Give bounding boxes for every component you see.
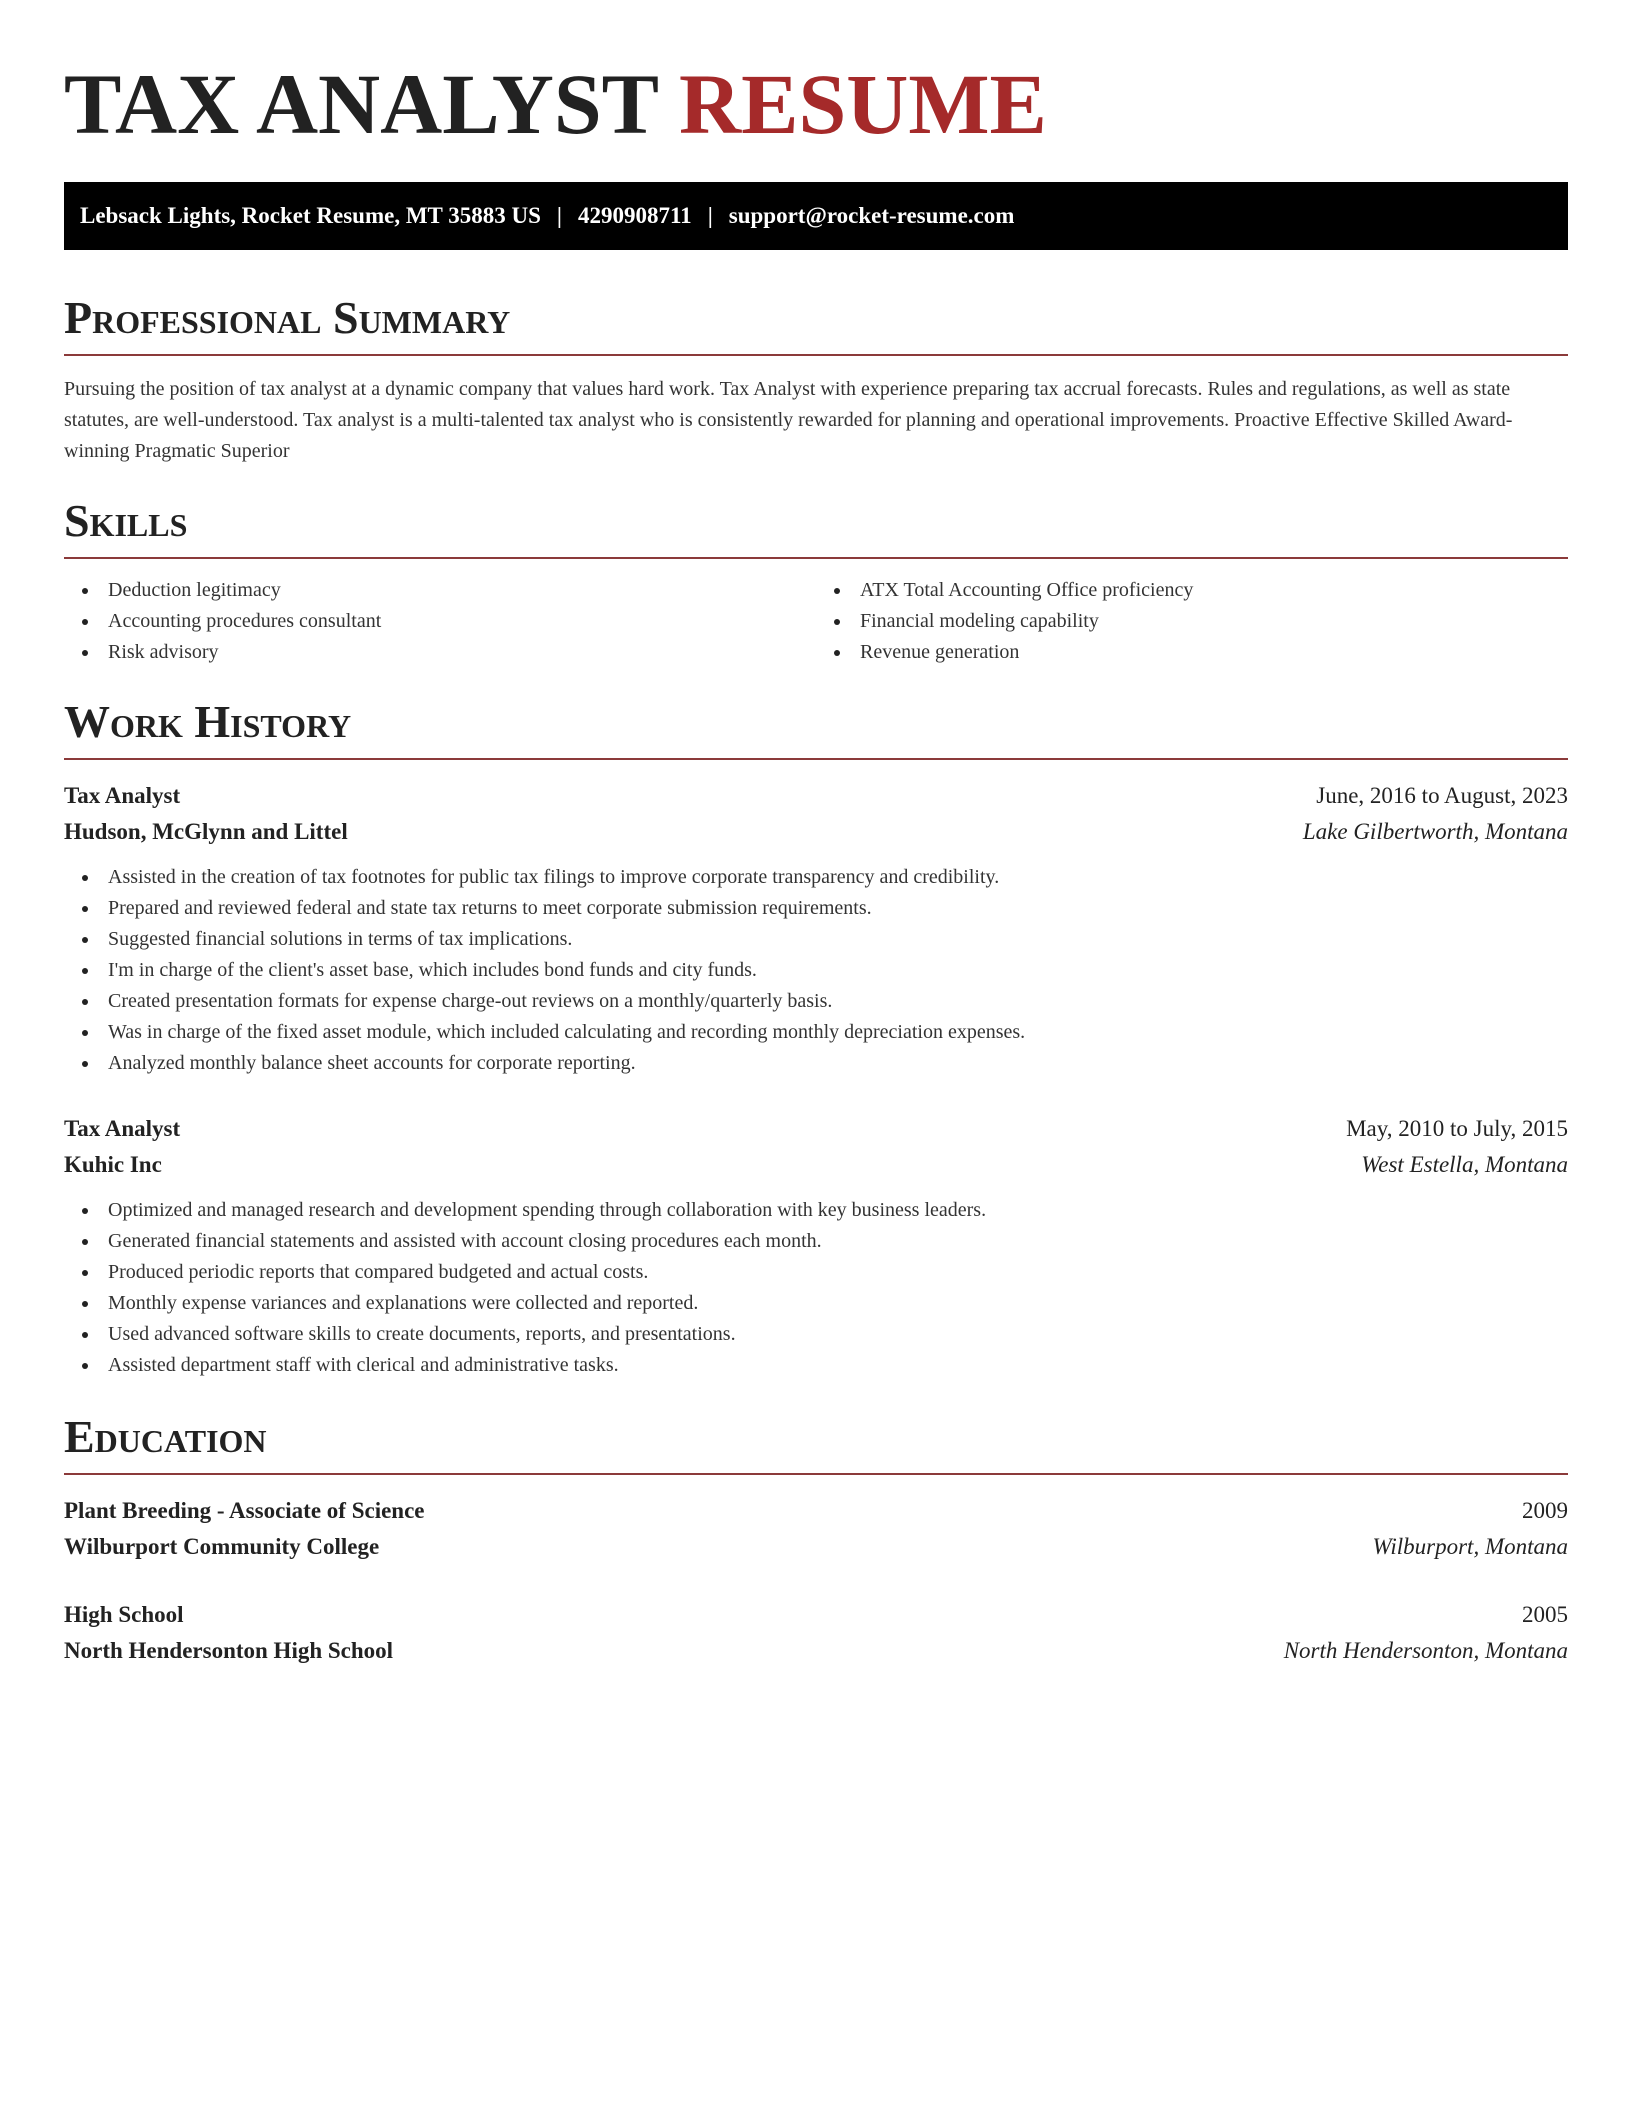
education-entry bbox=[64, 1493, 1568, 1565]
job-company: Kuhic Inc bbox=[64, 1152, 162, 1177]
job-duty-item: Analyzed monthly balance sheet accounts for corporate reporting. bbox=[64, 1048, 1568, 1079]
contact-bar bbox=[64, 182, 1568, 250]
contact-separator: | bbox=[707, 203, 713, 228]
education-degree: Plant Breeding - Associate of Science bbox=[64, 1498, 425, 1523]
section-divider bbox=[64, 557, 1568, 559]
skill-item: Deduction legitimacy bbox=[64, 575, 816, 606]
education-school: North Hendersonton High School bbox=[64, 1638, 394, 1663]
job-title: Tax Analyst bbox=[64, 1116, 181, 1141]
job-dates: June, 2016 to August, 2023 bbox=[1316, 783, 1568, 808]
section-divider bbox=[64, 354, 1568, 356]
education-degree-row bbox=[64, 1493, 1568, 1529]
title-job-part: TAX ANALYST bbox=[64, 56, 658, 152]
work-history-heading: Work History bbox=[64, 696, 352, 747]
job-duty-item: Produced periodic reports that compared budgeted and actual costs. bbox=[64, 1257, 1568, 1288]
job-duty-item: Prepared and reviewed federal and state tax returns to meet corporate submission requirements. bbox=[64, 893, 1568, 924]
job-duty-item: Optimized and managed research and development spending through collaboration with key business leaders. bbox=[64, 1195, 1568, 1226]
education-year: 2005 bbox=[1522, 1602, 1568, 1627]
job-entry bbox=[64, 1111, 1568, 1381]
education-school-row bbox=[64, 1529, 1568, 1565]
skill-item: Revenue generation bbox=[816, 637, 1568, 668]
skill-item: Financial modeling capability bbox=[816, 606, 1568, 637]
job-duty-item: Was in charge of the fixed asset module, which included calculating and recording monthly depreciation expenses. bbox=[64, 1017, 1568, 1048]
education-location: North Hendersonton, Montana bbox=[1283, 1638, 1568, 1663]
contact-email: support@rocket-resume.com bbox=[728, 203, 1015, 228]
education-school: Wilburport Community College bbox=[64, 1534, 380, 1559]
education-section bbox=[64, 1411, 1568, 1669]
contact-address: Lebsack Lights, Rocket Resume, MT 35883 US bbox=[80, 203, 541, 228]
job-company-row bbox=[64, 1147, 1568, 1183]
job-company: Hudson, McGlynn and Littel bbox=[64, 819, 348, 844]
job-dates: May, 2010 to July, 2015 bbox=[1346, 1116, 1568, 1141]
job-duty-item: Created presentation formats for expense charge-out reviews on a monthly/quarterly basis. bbox=[64, 986, 1568, 1017]
resume-title bbox=[64, 56, 1568, 152]
education-degree: High School bbox=[64, 1602, 184, 1627]
job-company-row bbox=[64, 814, 1568, 850]
section-divider bbox=[64, 1473, 1568, 1475]
job-title: Tax Analyst bbox=[64, 783, 181, 808]
skills-left-list bbox=[64, 575, 816, 668]
job-duty-item: Suggested financial solutions in terms of tax implications. bbox=[64, 924, 1568, 955]
job-title-row bbox=[64, 1111, 1568, 1147]
education-location: Wilburport, Montana bbox=[1372, 1534, 1568, 1559]
education-degree-row bbox=[64, 1597, 1568, 1633]
job-duty-item: I'm in charge of the client's asset base, which includes bond funds and city funds. bbox=[64, 955, 1568, 986]
job-duty-item: Monthly expense variances and explanations were collected and reported. bbox=[64, 1288, 1568, 1319]
skill-item: ATX Total Accounting Office proficiency bbox=[816, 575, 1568, 606]
job-duty-item: Used advanced software skills to create documents, reports, and presentations. bbox=[64, 1319, 1568, 1350]
skills-right-list bbox=[816, 575, 1568, 668]
skill-item: Risk advisory bbox=[64, 637, 816, 668]
job-duty-item: Assisted in the creation of tax footnotes for public tax filings to improve corporate transparency and credibility. bbox=[64, 862, 1568, 893]
job-duty-item: Assisted department staff with clerical and administrative tasks. bbox=[64, 1350, 1568, 1381]
contact-phone: 4290908711 bbox=[577, 203, 692, 228]
section-divider bbox=[64, 758, 1568, 760]
summary-text: Pursuing the position of tax analyst at a dynamic company that values hard work. Tax Analyst with experience preparing tax accrual forecasts. Rules and regulations, as well as state statutes, are well-understood. Tax analyst is a multi-talented tax analyst who is consistently rewarded for planning and operational improvements. Proactive Effective Skilled Award-winning Pragmatic Superior bbox=[64, 378, 1513, 462]
job-duties-list bbox=[64, 862, 1568, 1079]
skills-grid bbox=[64, 575, 1568, 668]
skill-item: Accounting procedures consultant bbox=[64, 606, 816, 637]
skills-heading: Skills bbox=[64, 495, 188, 546]
job-location: West Estella, Montana bbox=[1361, 1152, 1568, 1177]
job-title-row bbox=[64, 778, 1568, 814]
contact-separator: | bbox=[556, 203, 562, 228]
job-location: Lake Gilbertworth, Montana bbox=[1302, 819, 1568, 844]
skills-section bbox=[64, 495, 1568, 668]
education-school-row bbox=[64, 1633, 1568, 1669]
education-year: 2009 bbox=[1522, 1498, 1568, 1523]
job-duty-item: Generated financial statements and assisted with account closing procedures each month. bbox=[64, 1226, 1568, 1257]
job-duties-list bbox=[64, 1195, 1568, 1381]
job-entry bbox=[64, 778, 1568, 1079]
education-entry bbox=[64, 1597, 1568, 1669]
title-resume-part: RESUME bbox=[678, 56, 1047, 152]
education-heading: Education bbox=[64, 1411, 267, 1462]
summary-heading: Professional Summary bbox=[64, 292, 511, 343]
work-history-section bbox=[64, 696, 1568, 1381]
summary-section bbox=[64, 292, 1568, 467]
